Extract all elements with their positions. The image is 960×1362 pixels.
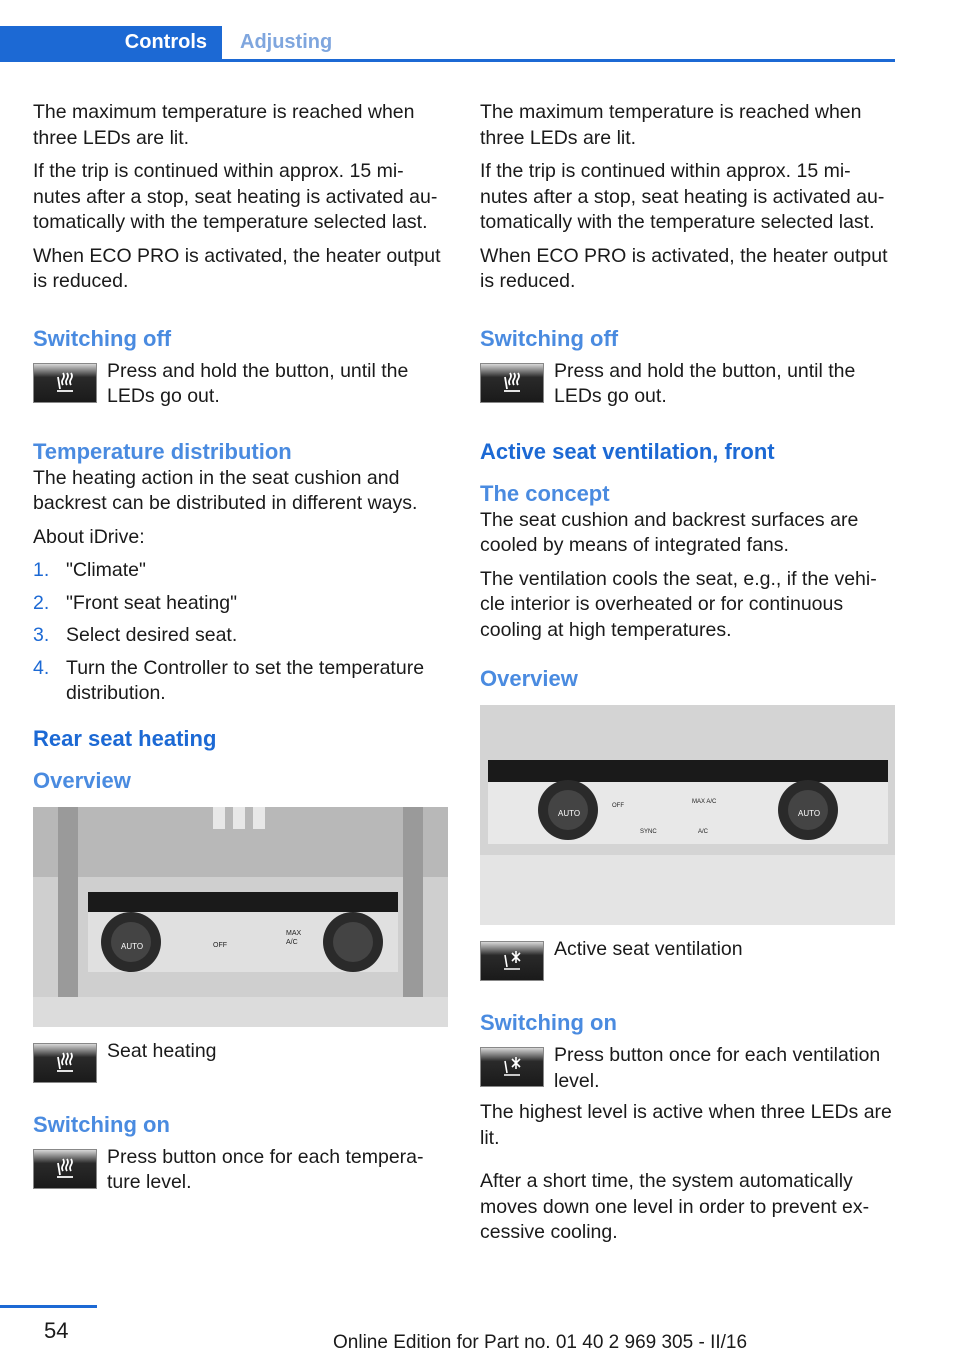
section-heading-temperature-distribution: Temperature distribution: [33, 438, 292, 464]
front-climate-panel-photo: [480, 705, 895, 925]
svg-text:AUTO: AUTO: [558, 809, 581, 818]
seat-ventilation-button-icon: [480, 1047, 544, 1087]
svg-text:AUTO: AUTO: [121, 941, 144, 951]
seat-heating-caption-row: [33, 1039, 448, 1083]
section-heading-switching-off: Switching off: [480, 325, 619, 351]
svg-text:A/C: A/C: [698, 829, 709, 835]
switching-on-text: Press button once for each ventilation level.: [554, 1044, 881, 1092]
switching-off-text: Press and hold the button, until the LEDs go out.: [107, 359, 409, 407]
svg-text:OFF: OFF: [213, 941, 227, 949]
svg-text:MAX: MAX: [286, 929, 302, 937]
paragraph: About iDrive:: [33, 525, 145, 548]
seat-heating-button-icon: [33, 1149, 97, 1189]
section-heading-overview: Overview: [33, 767, 131, 793]
paragraph: When ECO PRO is activated, the heater output is reduced.: [33, 244, 441, 292]
header-tabs: [0, 26, 895, 62]
svg-text:SYNC: SYNC: [640, 829, 657, 835]
section-heading-overview: Overview: [480, 666, 578, 691]
paragraph: The heating action in the seat cushion and backrest can be distributed in different ways.: [33, 466, 418, 514]
paragraph: If the trip is continued within approx. 15 mi‐nutes after a stop, seat heating is activated au‐tomatically with the temperature selected last.: [33, 160, 438, 233]
seat-heating-button-icon: [33, 363, 97, 403]
list-item: 2. "Front seat heating": [33, 591, 238, 614]
seat-ventilation-caption-row: [480, 937, 895, 981]
paragraph: If the trip is continued within approx. 15 mi‐nutes after a stop, seat heating is activated au‐tomatically with the temperature selected last.: [480, 160, 885, 233]
steps-list: [33, 558, 448, 707]
switching-on-text: Press button once for each tempera‐ture level.: [107, 1145, 424, 1193]
page-number: 54: [44, 1318, 69, 1343]
svg-text:MAX A/C: MAX A/C: [692, 799, 717, 805]
left-column: [33, 100, 448, 1202]
paragraph: When ECO PRO is activated, the heater output is reduced.: [480, 244, 888, 292]
switching-on-row: [480, 1043, 895, 1094]
paragraph: The highest level is active when three LEDs are lit.: [480, 1101, 892, 1149]
svg-text:AUTO: AUTO: [798, 809, 821, 818]
list-item: 1. "Climate": [33, 559, 146, 581]
tab-controls[interactable]: Controls: [0, 26, 222, 59]
section-heading-switching-on: Switching on: [33, 1111, 170, 1137]
section-heading-switching-on: Switching on: [480, 1010, 617, 1035]
section-heading-active-seat-ventilation: Active seat ventilation, front: [480, 438, 775, 464]
seat-heating-caption: Seat heating: [107, 1039, 217, 1062]
list-item: 4. Turn the Controller to set the temperature distribution.: [33, 656, 425, 704]
right-column: [480, 100, 895, 1254]
section-heading-rear-seat-heating: Rear seat heating: [33, 725, 217, 751]
header-rule: [0, 59, 895, 62]
seat-ventilation-caption: Active seat ventilation: [554, 938, 743, 960]
rear-climate-panel-photo: [33, 807, 448, 1027]
paragraph: The maximum temperature is reached when three LEDs are lit.: [480, 101, 862, 149]
paragraph: After a short time, the system automatically moves down one level in order to prevent ex‐cessive cooling.: [480, 1170, 870, 1243]
seat-ventilation-button-icon: [480, 941, 544, 981]
section-heading-concept: The concept: [480, 480, 610, 506]
footer-edition: Online Edition for Part no. 01 40 2 969 305 - II/16: [333, 1332, 748, 1353]
page-number-rule: [0, 1305, 97, 1308]
switching-off-row: [480, 359, 895, 410]
section-heading-switching-off: Switching off: [33, 325, 172, 351]
paragraph: The ventilation cools the seat, e.g., if the vehi‐cle interior is overheated or for continuous cooling at high temperatures.: [480, 567, 877, 641]
paragraph: The maximum temperature is reached when three LEDs are lit.: [33, 101, 415, 149]
list-item: 3. Select desired seat.: [33, 624, 238, 646]
svg-text:A/C: A/C: [286, 938, 298, 946]
seat-heating-button-icon: [480, 363, 544, 403]
tab-adjusting[interactable]: Adjusting: [240, 31, 333, 53]
switching-off-row: [33, 359, 448, 410]
seat-heating-button-icon: [33, 1043, 97, 1083]
paragraph: The seat cushion and backrest surfaces are cooled by means of integrated fans.: [480, 508, 859, 556]
switching-off-text: Press and hold the button, until the LEDs go out.: [554, 359, 856, 407]
switching-on-row: [33, 1145, 448, 1196]
svg-text:OFF: OFF: [612, 803, 624, 809]
